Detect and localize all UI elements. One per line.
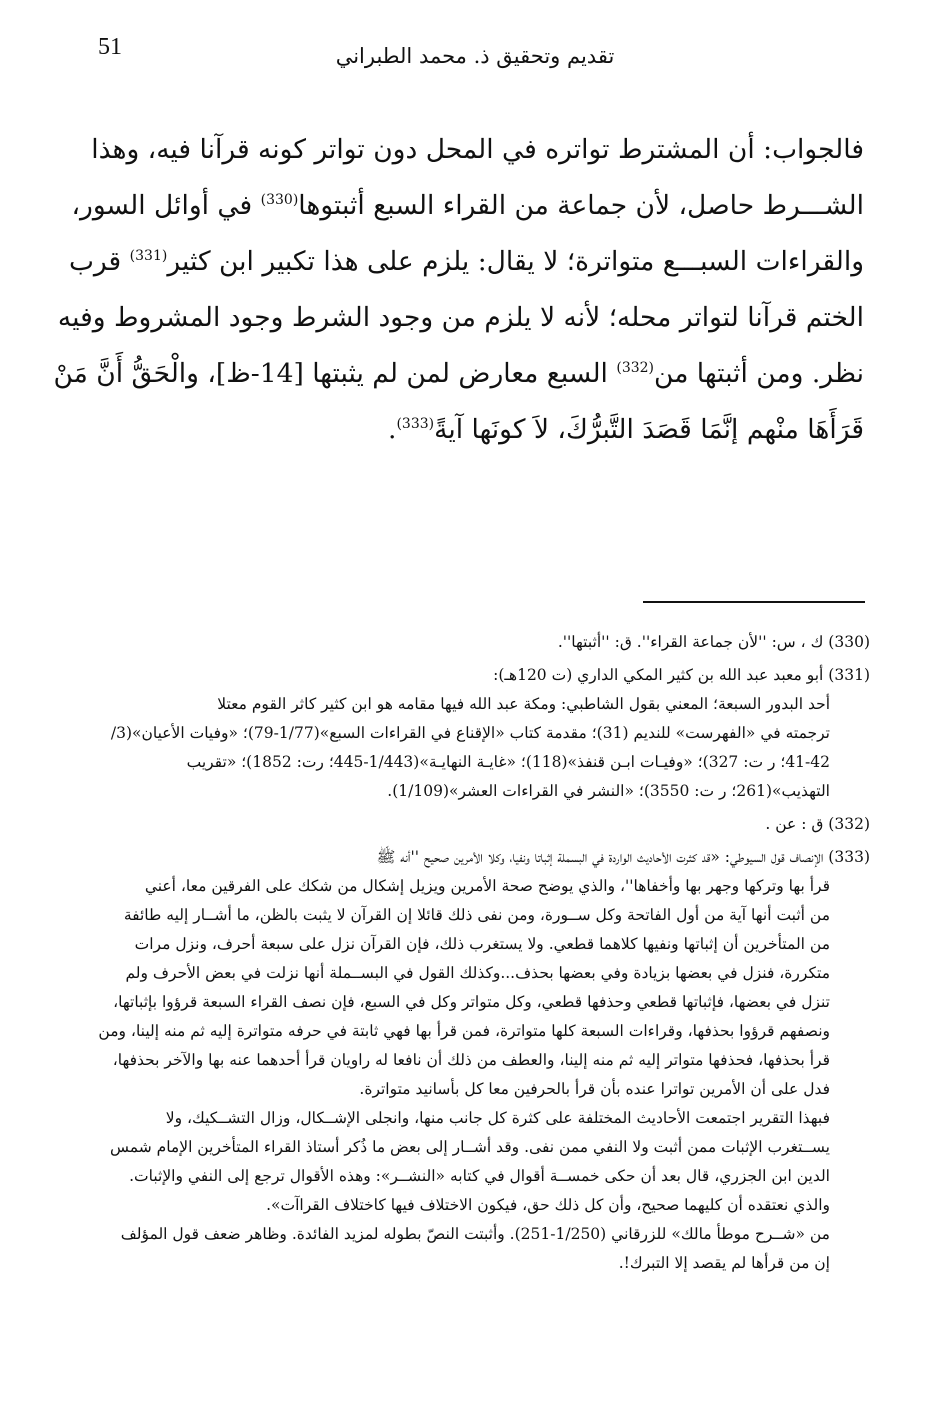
footnote-reference: (332)	[616, 360, 655, 377]
body-line	[71, 178, 864, 234]
footnote-line: من أثبت أنها آية من أول الفاتحة وكل ســورة، ومن نفى ذلك قائلا إن القرآن لا يثبت بالظن، ما أشــار إليه طائفة	[123, 906, 830, 924]
footnote-line: متكررة، فنزل في بعضها بزيادة وفي بعضها بحذف...وكذلك القول في البســملة أنها نزلت في بعض الأحرف ولم	[125, 964, 830, 982]
main-body-text	[53, 122, 864, 458]
footnote-line: ترجمته في «الفهرست» للنديم (31)؛ مقدمة كتاب «الإقناع في القراءات السبع»(1/77-79)؛ «وفيات الأعيان»(3/	[110, 724, 830, 742]
footnote-line: (331) أبو معبد عبد الله بن كثير المكي الداري (ت 120هـ):	[493, 666, 870, 684]
footnote-line: 41-42؛ ر ت: 327)؛ «وفيـات ابـن قنفذ»(118)؛ «غايـة النهايـة»(1/443-445؛ رت: 1852)؛ «تقريب	[186, 753, 830, 771]
footnotes-section	[98, 628, 870, 1282]
footnote-331	[98, 661, 870, 806]
main-paragraph	[53, 122, 864, 458]
body-text: .	[388, 414, 397, 445]
body-line	[92, 402, 864, 458]
footnote-line: إن من قرأها لم يقصد إلا التبرك!.	[618, 1254, 830, 1272]
footnote-reference: (333)	[396, 416, 435, 433]
body-text: في أوائل السور،	[71, 190, 261, 221]
footnote-330: (330) ك ، س: ''لأن جماعة القراء''. ق: ''أثبتها''.	[557, 633, 870, 651]
footnote-line: تنزل في بعضها، فإثباتها قطعي وحذفها قطعي، وكل متواتر وكل في السبع، فإن نصف القراء السبعة قرؤوا بإثباتها،	[113, 993, 830, 1011]
footnote-line: قرأ بحذفها، فحذفها متواتر إليه ثم منه إلينا، والعطف من ذلك أن نافعا له راويان قرأ أحدهما عنه بها والآخر بحذفها،	[112, 1051, 830, 1069]
footnote-line: فبهذا التقرير اجتمعت الأحاديث المختلفة على كثرة كل جانب منها، وانجلى الإشــكال، وزال التشــكيك، ولا	[165, 1109, 830, 1127]
footnote-line: أحد البدور السبعة؛ المعني بقول الشاطبي: ومكة عبد الله فيها مقامه هو ابن كثير كاثر القوم معتلا	[217, 695, 830, 713]
footnote-reference: (330)	[260, 192, 299, 209]
body-line: فالجواب: أن المشترط تواتره في المحل دون تواتر كونه قرآنا فيه، وهذا	[91, 134, 864, 165]
footnote-line: من «شــرح موطأ مالك» للزرقاني (1/250-251). وأثبتت النصّ بطوله لمزيد الفائدة. وظاهر ضعف قول المؤلف	[120, 1225, 830, 1243]
footnote-line: والذي نعتقده أن كليهما صحيح، وأن كل ذلك حق، فيكون الاختلاف فيها كاختلاف القراآت».	[266, 1196, 830, 1214]
body-text: قرب	[68, 246, 130, 277]
body-line	[53, 346, 864, 402]
footnote-line: قرأ بها وتركها وجهر بها وأخفاها''، والذي يوضح صحة الأمرين ويزيل إشكال من شكك على الفرقين معا، أعني	[144, 877, 830, 895]
footnote-separator	[643, 601, 865, 603]
running-header: تقديم وتحقيق ذ. محمد الطبراني	[335, 44, 615, 68]
footnote-333	[98, 843, 870, 1278]
page-number: 51	[98, 34, 122, 60]
footnote-line: ونصفهم قرؤوا بحذفها، وقراءات السبعة كلها متواترة، فمن قرأ بها فهي ثابتة في حرفه متواترة إليه ثم منه إلينا، ومن	[98, 1022, 830, 1040]
footnote-line: من المتأخرين أن إثباتها ونفيها كلاهما قطعي. ولا يستغرب ذلك، فإن القرآن نزل على سبعة أحرف، ونزل مرات	[134, 935, 830, 953]
footnote-reference: (331)	[129, 248, 168, 265]
footnote-332: (332) ق : عن .	[765, 815, 870, 833]
body-line: الختم قرآنا لتواتر محله؛ لأنه لا يلزم من وجود الشرط وجود المشروط وفيه	[57, 302, 864, 333]
body-text: الشـــرط حاصل، لأن جماعة من القراء السبع أثبتوها	[298, 190, 864, 221]
body-text: والقراءات السبـــع متواترة؛ لا يقال: يلزم على هذا تكبير ابن كثير	[167, 246, 864, 277]
footnote-line: الدين ابن الجزري، قال بعد أن حكى خمســة أقوال في كتابه «النشــر»: وهذه الأقوال ترجع إلى النفي والإثبات.	[129, 1167, 830, 1185]
body-text: نظر. ومن أثبتها من	[654, 358, 864, 389]
footnote-line: فدل على أن الأمرين تواترا عنده بأن قرأ بالحرفين معا كل بأسانيد متواترة.	[359, 1080, 830, 1098]
footnote-line: التهذيب»(261؛ ر ت: 3550)؛ «النشر في القراءات العشر»(1/109).	[387, 782, 830, 800]
body-text: قَرَأَهَا منْهم إنَّمَا قَصَدَ التَّبرُّكَ، لاَ كونَها آيةً	[434, 414, 864, 445]
footnote-line: يســتغرب الإثبات ممن أثبت ولا النفي ممن نفى. وقد أشــار إلى بعض ما ذُكر أستاذ القراء المتأخرين الإمام شمس	[109, 1138, 830, 1156]
body-text: السبع معارض لمن لم يثبتها [14-ظ]، والْحَقُّ أَنَّ مَنْ	[53, 358, 617, 389]
body-line	[68, 234, 864, 290]
footnote-line: (333) الإنصاف قول السيوطي: «قد كثرت الأحاديث الواردة في البسملة إثباتا ونفيا، وكلا الأمرين صحيح ''أنه ﷺ	[376, 848, 870, 866]
